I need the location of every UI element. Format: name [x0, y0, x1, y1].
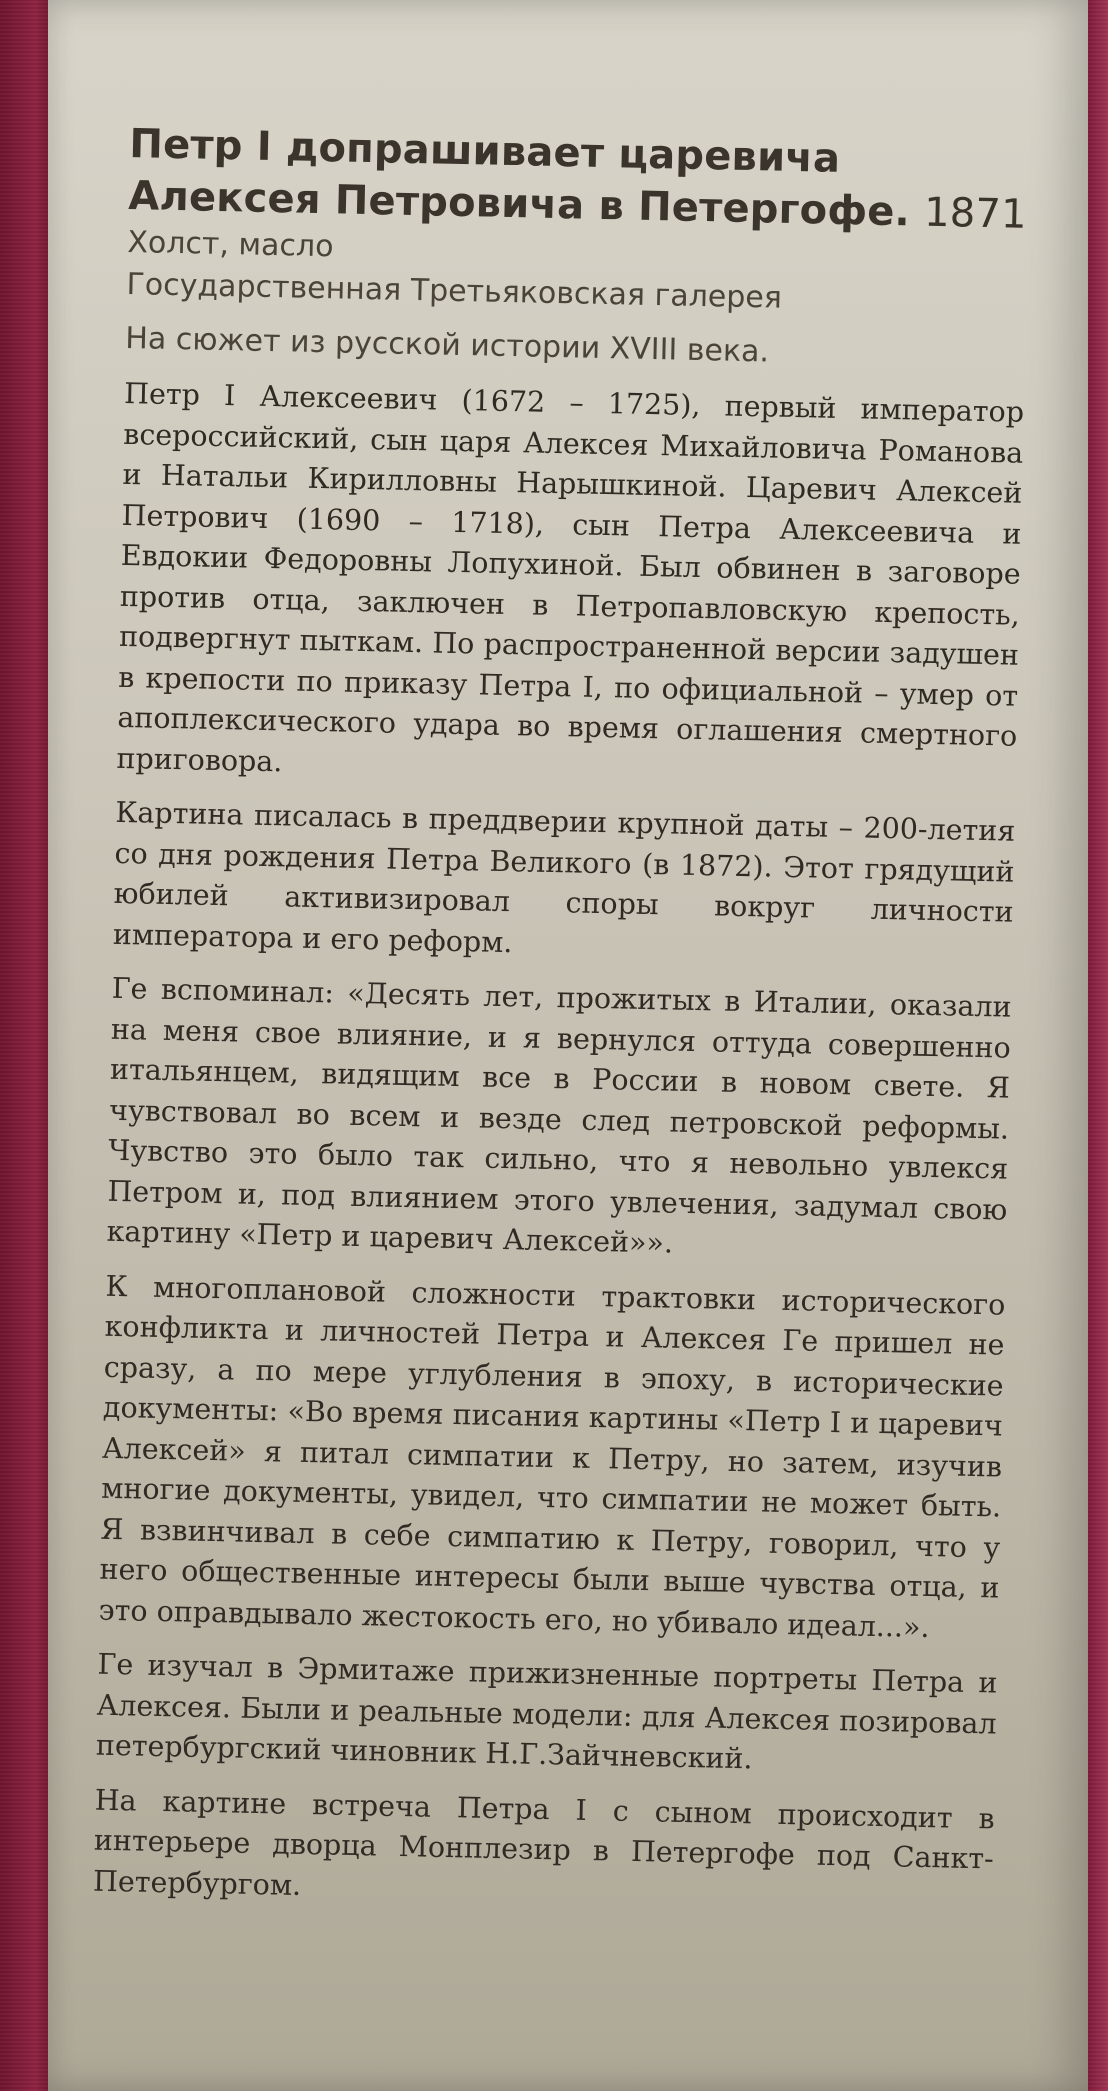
title-line-1: Петр I допрашивает царевича: [128, 120, 841, 182]
artwork-collection: Государственная Третьяковская галерея: [126, 266, 783, 316]
museum-label-plaque: [48, 0, 1088, 2091]
artwork-subject: На сюжет из русской истории XVIII века.: [125, 320, 770, 370]
description-paragraph-2: Картина писалась в преддверии крупной даты – 200-летия со дня рождения Петра Великого (в 1872). Этот грядущий юбилей активизировал споры вокруг личности императора и его реформ.: [112, 795, 1016, 959]
description-paragraph-6: На картине встреча Петра I с сыном происходит в интерьере дворца Монплезир в Петергофе под Санкт-Петербургом.: [92, 1783, 995, 1902]
description-paragraph-1: Петр I Алексеевич (1672 – 1725), первый император всероссийский, сын царя Алексея Михайловича Романова и Натальи Кирилловны Нарышкиной. Царевич Алексей Петрович (1690 – 1718), сын Петра Алексеевича и Евдокии Федоровны Лопухиной. Был обвинен в заговоре против отца, заключен в Петропавловскую крепость, подвергнут пыткам. По распространенной версии задушен в крепости по приказу Петра I, по официальной – умер от апоплексического удара во время оглашения смертного приговора.: [116, 376, 1025, 778]
artwork-medium: Холст, масло: [127, 224, 334, 265]
plaque-text-block: [92, 118, 1029, 1934]
artwork-year: 1871: [923, 189, 1028, 238]
description-paragraph-5: Ге изучал в Эрмитаже прижизненные портреты Петра и Алексея. Были и реальные модели: для Алексея позировал петербургский чиновник Н.Г.Зайчневский.: [95, 1647, 998, 1776]
description-paragraph-3: Ге вспоминал: «Десять лет, прожитых в Италии, оказали на меня свое влияние, и я вернулся оттуда совершенно итальянцем, видящим все в России в новом свете. Я чувствовал во всем и везде след петровской реформы. Чувство это было так сильно, что я невольно увлекся Петром и, под влиянием этого увлечения, задумал свою картину «Петр и царевич Алексей»».: [106, 971, 1012, 1260]
title-line-2: Алексея Петровича в Петергофе.: [127, 172, 911, 236]
artwork-title: [128, 118, 1030, 241]
description-paragraph-4: К многоплановой сложности трактовки исторического конфликта и личностей Петра и Алексея Ге пришел не сразу, а по мере углубления в эпоху, в исторические документы: «Во время писания картины «Петр I и царевич Алексей» я питал симпатии к Петру, но затем, изучив многие документы, увидел, что симпатии не может быть. Я взвинчивал в себе симпатию к Петру, говорил, что у него общественные интересы были выше чувства отца, и это оправдывало жестокость его, но убивало идеал...».: [98, 1269, 1006, 1644]
